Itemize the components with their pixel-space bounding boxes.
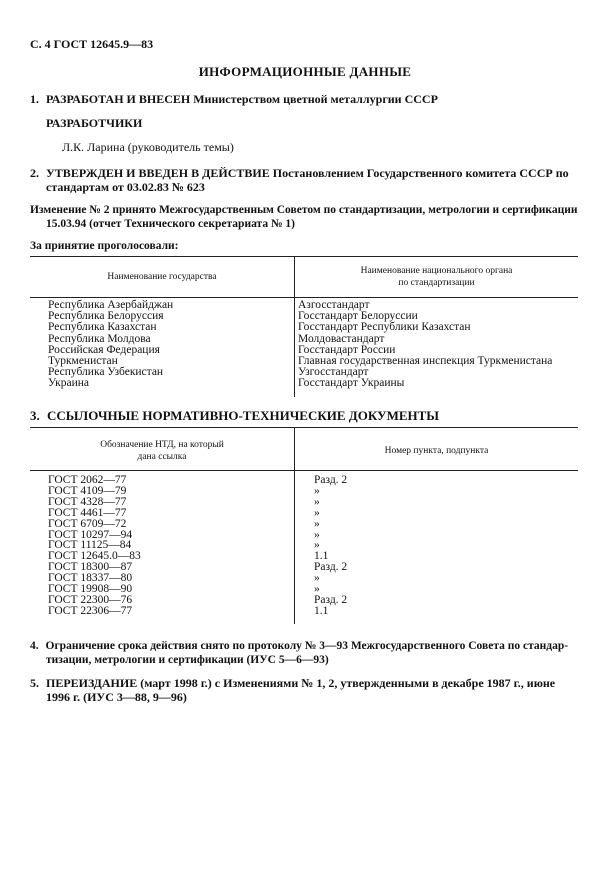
table1-state-column — [48, 300, 173, 390]
item-2-line1 — [30, 166, 569, 181]
table-row-state: Украина — [48, 377, 89, 390]
table-row-body: Госстандарт России — [298, 343, 396, 356]
table2-col1-header-line2: дана ссылка — [137, 452, 187, 462]
table-row-body: Госстандарт Украины — [298, 377, 405, 390]
item-4-number: 4. — [30, 640, 39, 652]
table-row-doc: ГОСТ 22306—77 — [48, 604, 133, 617]
table2-top-border — [30, 427, 578, 428]
table-row-doc: ГОСТ 10297—94 — [48, 528, 133, 541]
table-row-body: Госстандарт Республики Казахстан — [298, 321, 471, 334]
table-row-clause: » — [314, 484, 320, 497]
developers-text: Л.К. Ларина (руководитель темы) — [62, 140, 234, 154]
table1-col2-header-line2: по стандартизации — [398, 278, 475, 288]
table2-col2-header: Номер пункта, подпункта — [384, 446, 489, 456]
table-row-clause: » — [314, 572, 320, 585]
amendment-line2: 15.03.94 (отчет Технического секретариата № 1) — [46, 218, 295, 230]
table-row-doc: ГОСТ 11125—84 — [48, 539, 132, 552]
table-row-clause: » — [314, 517, 320, 530]
item-1 — [30, 92, 438, 107]
table-row-state: Республика Узбекистан — [48, 366, 164, 379]
table2-column-divider — [294, 427, 295, 624]
table-row-clause: » — [314, 506, 320, 519]
item-3 — [30, 408, 439, 424]
table-row-doc: ГОСТ 18300—87 — [48, 561, 133, 574]
item-5-line1 — [30, 676, 555, 691]
item-5-number: 5. — [30, 676, 39, 690]
table2-header-border — [30, 470, 578, 471]
table-row-clause: Разд. 2 — [314, 474, 348, 486]
table-row-state: Туркменистан — [48, 355, 118, 368]
table-row-clause: Разд. 2 — [314, 593, 348, 606]
table1-top-border — [30, 256, 578, 257]
table2-doc-column — [48, 475, 141, 617]
item-4-text: Ограничение срока действия снято по протоколу № 3—93 Межгосударственного Совета по стандар- — [45, 640, 569, 652]
table1-col1-header: Наименование государства — [107, 272, 217, 282]
table1-header-border — [30, 297, 578, 298]
item-2-line2: стандартам от 03.02.83 № 623 — [46, 180, 205, 194]
table-row-body: Госстандарт Белоруссии — [298, 310, 418, 323]
table-row-body: Узгосстандарт — [298, 366, 369, 379]
table-row-doc: ГОСТ 18337—80 — [48, 572, 133, 585]
table-row-clause: » — [314, 528, 320, 541]
table-row-state: Республика Азербайджан — [48, 299, 174, 311]
table-row-state: Республика Молдова — [48, 332, 151, 345]
item-1-lead: РАЗРАБОТАН И ВНЕСЕН — [46, 92, 191, 106]
table-row-body: Главная государственная инспекция Туркменистана — [298, 355, 553, 368]
table2-col1-header-line1: Обозначение НТД, на который — [100, 440, 224, 450]
table-row-body: Молдовастандарт — [298, 332, 385, 345]
document-title: ИНФОРМАЦИОННЫЕ ДАННЫЕ — [198, 64, 412, 79]
table-row-clause: » — [314, 583, 320, 596]
table-row-clause: » — [314, 495, 320, 508]
table-row-clause: 1.1 — [314, 604, 329, 617]
table-row-doc: ГОСТ 6709—72 — [48, 517, 127, 530]
item-2-rest: Постановлением Государственного комитета СССР по — [272, 166, 569, 180]
table-row-doc: ГОСТ 2062—77 — [48, 474, 127, 486]
item-2-number: 2. — [30, 166, 39, 180]
table1-col2-header-line1: Наименование национального органа — [360, 266, 513, 276]
table-row-state: Республика Казахстан — [48, 321, 157, 334]
table-row-doc: ГОСТ 4109—79 — [48, 484, 127, 497]
table-row-state: Республика Белоруссия — [48, 310, 164, 323]
page-header: С. 4 ГОСТ 12645.9—83 — [30, 37, 154, 51]
item-4-line2: тизации, метрологии и сертификации (ИУС 5—6—93) — [46, 654, 329, 666]
table-row-clause: » — [314, 539, 320, 552]
table-row-clause: Разд. 2 — [314, 561, 348, 574]
amendment-line1: Изменение № 2 принято Межгосударственным Советом по стандартизации, метрологии и сертификации — [30, 204, 578, 216]
table-row-doc: ГОСТ 22300—76 — [48, 593, 133, 606]
table2-clause-column — [314, 475, 347, 617]
item-2-lead: УТВЕРЖДЕН И ВВЕДЕН В ДЕЙСТВИЕ — [46, 166, 270, 180]
developers-heading: РАЗРАБОТЧИКИ — [46, 116, 143, 130]
voted-label: За принятие проголосовали: — [30, 240, 179, 252]
item-1-number: 1. — [30, 92, 39, 106]
item-5-rest: (март 1998 г.) с Изменениями № 1, 2, утвержденными в декабре 1987 г., июне — [140, 676, 556, 690]
item-5-lead: ПЕРЕИЗДАНИЕ — [46, 676, 138, 690]
item-3-heading: ССЫЛОЧНЫЕ НОРМАТИВНО-ТЕХНИЧЕСКИЕ ДОКУМЕНТЫ — [47, 408, 440, 423]
item-5-line2: 1996 г. (ИУС 3—88, 9—96) — [46, 690, 187, 704]
table-row-clause: 1.1 — [314, 550, 329, 563]
table-row-doc: ГОСТ 19908—90 — [48, 583, 133, 596]
item-3-number: 3. — [30, 408, 40, 423]
table1-body-column — [298, 300, 552, 390]
table-row-doc: ГОСТ 4328—77 — [48, 495, 127, 508]
table-row-doc: ГОСТ 4461—77 — [48, 506, 127, 519]
item-1-rest: Министерством цветной металлургии СССР — [193, 92, 438, 106]
table-row-doc: ГОСТ 12645.0—83 — [48, 550, 141, 563]
table-row-state: Российская Федерация — [48, 343, 160, 356]
table-row-body: Азгосстандарт — [298, 299, 370, 311]
item-4-line1 — [30, 640, 568, 652]
